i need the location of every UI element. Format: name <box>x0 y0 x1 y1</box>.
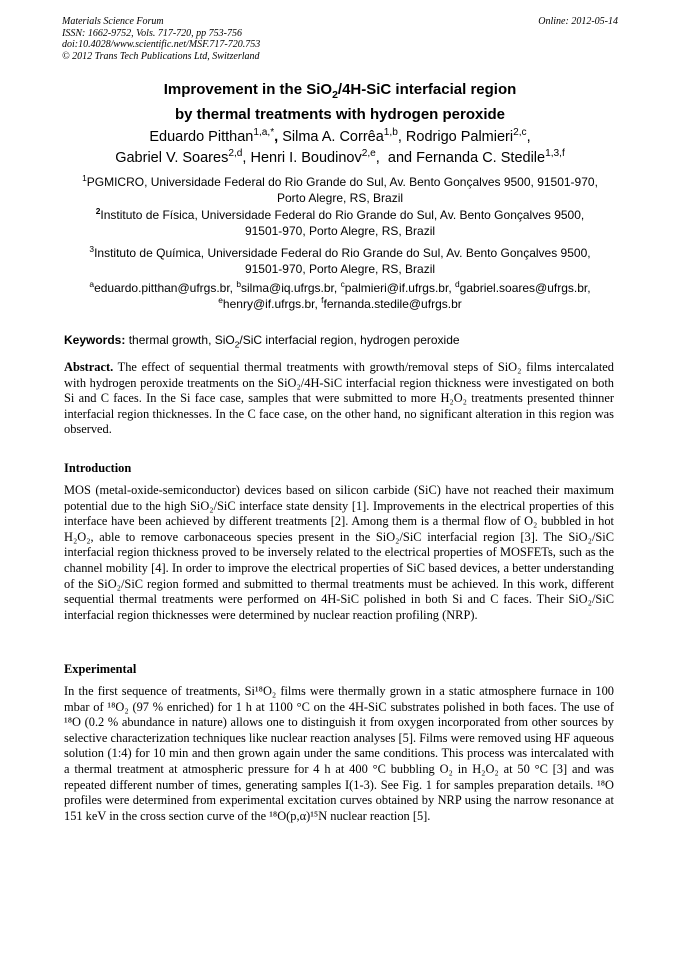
author-list-line-1: Eduardo Pitthan$^{1,a,*}$, Silma A. Corrêa$^{1,b}$, Rodrigo Palmieri$^{2,c}$, <box>149 127 531 145</box>
abstract-text: The effect of sequential thermal treatments with growth/removal steps of SiO₂ films intercalated with hydrogen peroxide treatments on the SiO₂/4H-SiC interfacial region thickness were investigated on both Si and C faces. In the Si face case, samples that were submitted to more H₂O₂ treatments presented thinner interfacial region thicknesses. In the C face case, on the other hand, no significant alteration in this region was observed. <box>64 360 615 437</box>
journal-name: Materials Science Forum <box>62 16 164 27</box>
email-a[interactable]: eduardo.pitthan@ufrgs.br, <box>94 281 233 295</box>
email-c[interactable]: palmieri@if.ufrgs.br, <box>344 281 452 295</box>
affiliation-3: $^3$Instituto de Química, Universidade Federal do Rio Grande do Sul, Av. Bento Gonçalves 9500, 91501-970, Porto Alegre, RS, Brazil <box>89 244 591 276</box>
experimental-paragraph: In the first sequence of treatments, Si¹⁸O₂ films were thermally grown in a static atmosphere furnace in 100 mbar of ¹⁸O₂ (97 % enriched) for 1 h at 1100 °C on the 4H-SiC substrates polished in both faces. The use of ¹⁸O (0.2 % abundance in nature) allows one to distinguish it from oxygen incorporated from other sources by selective characterization techniques like nuclear reaction analyses [5]. Films were removed using HF aqueous solution (1:4) for 10 min and then grown again under the same conditions. This process was intercalated with a thermal treatment at atmospheric pressure for 4 h at 400 °C bubbling O₂ in H₂O₂ at 50 °C [3] and was repeated different number of times, generating samples I(1-3). See Fig. 1 for samples preparation details. ¹⁸O profiles were determined from experimental excitation curves obtained by NRP using the narrow resonance at 151 keV in the cross section curve of the ¹⁸O(p,α)¹⁵N nuclear reaction [5]. <box>64 684 614 823</box>
paper-title-line-1: Improvement in the SiO$_2$/4H-SiC interfacial region <box>163 81 517 101</box>
doi-line: doi:10.4028/www.scientific.net/MSF.717-720.753 <box>62 39 261 50</box>
online-date: Online: 2012-05-14 <box>538 16 618 27</box>
keywords-label: Keywords: <box>64 333 126 347</box>
email-e[interactable]: henry@if.ufrgs.br, <box>222 297 318 311</box>
email-d[interactable]: gabriel.soares@ufrgs.br, <box>459 281 591 295</box>
affiliation-2: $^2$Instituto de Física, Universidade Federal do Rio Grande do Sul, Av. Bento Gonçalves 9500, 91501-970, Porto Alegre, RS, Brazil <box>95 206 585 238</box>
paper-title-line-2: by thermal treatments with hydrogen peroxide <box>174 106 506 123</box>
keywords: Keywords: thermal growth, SiO$_2$/SiC interfacial region, hydrogen peroxide <box>64 333 460 350</box>
issn-line: ISSN: 1662-9752, Vols. 717-720, pp 753-756 <box>62 27 242 39</box>
affiliation-1: $^1$PGMICRO, Universidade Federal do Rio Grande do Sul, Av. Bento Gonçalves 9500, 91501-970, Porto Alegre, RS, Brazil <box>82 173 598 205</box>
author-list-line-2: Gabriel V. Soares$^{2,d}$, Henri I. Boudinov$^{2,e}$, and Fernanda C. Stedile$^{1,3,f}$ <box>115 148 565 166</box>
experimental-heading: Experimental <box>64 662 137 676</box>
introduction-paragraph: MOS (metal-oxide-semiconductor) devices based on silicon carbide (SiC) have not reached their maximum potential due to the high SiO₂/SiC interface state density [1]. Improvements in the electrical properties of this interface have been achieved by different treatments [2]. Among them is a thermal flow of O₂ bubbled in hot H₂O₂, able to remove carbonaceous species present in the SiO₂/SiC interfacial region [3]. The SiO₂/SiC interfacial region thickness proved to be inversely related to the electrical properties of MOSFETs, such as the channel mobility [4]. In order to improve the electrical properties of SiC based devices, a better understanding of the SiO₂/SiC region formed and submitted to thermal treatments must be achieved. In this work, different sequential thermal treatments were performed on 4H-SiC polished in both Si and C faces. Their SiO₂/SiC interfacial region thicknesses were determined by nuclear reaction profiling (NRP). <box>64 483 614 622</box>
email-list: $^a$eduardo.pitthan@ufrgs.br, $^b$silma@iq.ufrgs.br, $^c$palmieri@if.ufrgs.br, $^d$gabriel.soares@ufrgs.br, $^e$henry@if.ufrgs.br, $^f$fernanda.stedile@ufrgs.br <box>89 279 591 311</box>
copyright-line: © 2012 Trans Tech Publications Ltd, Switzerland <box>62 50 260 62</box>
abstract-label: Abstract. <box>64 360 114 374</box>
email-f[interactable]: fernanda.stedile@ufrgs.br <box>323 297 462 311</box>
abstract-paragraph <box>64 360 614 438</box>
introduction-heading: Introduction <box>64 461 132 475</box>
email-b[interactable]: silma@iq.ufrgs.br, <box>241 281 338 295</box>
journal-header <box>62 16 618 62</box>
